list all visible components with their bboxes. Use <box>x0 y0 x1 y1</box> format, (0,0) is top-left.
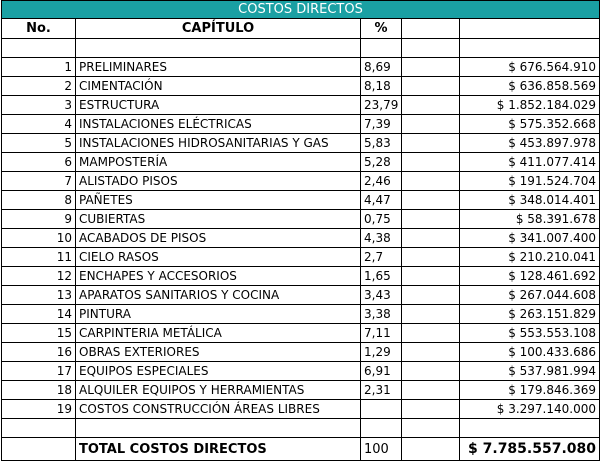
row-value: $ 267.044.608 <box>460 286 600 305</box>
table-row <box>2 96 600 115</box>
table-row <box>2 400 600 419</box>
row-percent: 4,38 <box>361 229 402 248</box>
row-value: $ 100.433.686 <box>460 343 600 362</box>
row-percent: 23,79 <box>361 96 402 115</box>
table-row <box>2 58 600 77</box>
row-empty <box>402 229 460 248</box>
total-empty <box>402 438 460 461</box>
row-percent: 3,38 <box>361 305 402 324</box>
row-number: 4 <box>2 115 76 134</box>
row-value: $ 676.564.910 <box>460 58 600 77</box>
row-number: 15 <box>2 324 76 343</box>
row-number: 9 <box>2 210 76 229</box>
row-chapter: CUBIERTAS <box>76 210 361 229</box>
row-number: 3 <box>2 96 76 115</box>
row-empty <box>402 210 460 229</box>
header-row <box>2 19 600 39</box>
row-number: 6 <box>2 153 76 172</box>
row-number: 13 <box>2 286 76 305</box>
table-row <box>2 381 600 400</box>
row-empty <box>402 248 460 267</box>
row-percent: 8,18 <box>361 77 402 96</box>
row-value: $ 179.846.369 <box>460 381 600 400</box>
row-number: 1 <box>2 58 76 77</box>
row-percent: 6,91 <box>361 362 402 381</box>
row-empty <box>402 324 460 343</box>
row-empty <box>402 172 460 191</box>
header-value <box>460 19 600 39</box>
table-row <box>2 134 600 153</box>
row-percent: 7,11 <box>361 324 402 343</box>
row-value: $ 191.524.704 <box>460 172 600 191</box>
row-number: 16 <box>2 343 76 362</box>
row-number: 17 <box>2 362 76 381</box>
row-empty <box>402 362 460 381</box>
row-chapter: ALISTADO PISOS <box>76 172 361 191</box>
table-row <box>2 115 600 134</box>
title-row <box>2 1 600 19</box>
row-chapter: PAÑETES <box>76 191 361 210</box>
row-chapter: INSTALACIONES ELÉCTRICAS <box>76 115 361 134</box>
row-percent: 8,69 <box>361 58 402 77</box>
row-empty <box>402 343 460 362</box>
blank-row <box>2 39 600 58</box>
table-row <box>2 324 600 343</box>
row-percent: 7,39 <box>361 115 402 134</box>
costs-table <box>1 0 600 461</box>
row-value: $ 575.352.668 <box>460 115 600 134</box>
row-chapter: ENCHAPES Y ACCESORIOS <box>76 267 361 286</box>
row-chapter: APARATOS SANITARIOS Y COCINA <box>76 286 361 305</box>
row-percent <box>361 400 402 419</box>
row-value: $ 553.553.108 <box>460 324 600 343</box>
row-chapter: MAMPOSTERÍA <box>76 153 361 172</box>
row-number: 2 <box>2 77 76 96</box>
row-percent: 5,28 <box>361 153 402 172</box>
row-percent: 1,29 <box>361 343 402 362</box>
row-value: $ 58.391.678 <box>460 210 600 229</box>
total-percent: 100 <box>361 438 402 461</box>
header-chapter: CAPÍTULO <box>76 19 361 39</box>
row-empty <box>402 77 460 96</box>
row-empty <box>402 381 460 400</box>
row-percent: 2,46 <box>361 172 402 191</box>
row-number: 11 <box>2 248 76 267</box>
row-value: $ 1.852.184.029 <box>460 96 600 115</box>
row-chapter: ACABADOS DE PISOS <box>76 229 361 248</box>
table-row <box>2 305 600 324</box>
row-number: 12 <box>2 267 76 286</box>
table-row <box>2 77 600 96</box>
table-row <box>2 191 600 210</box>
row-number: 19 <box>2 400 76 419</box>
row-chapter: CIMENTACIÓN <box>76 77 361 96</box>
row-percent: 0,75 <box>361 210 402 229</box>
total-row <box>2 438 600 461</box>
row-empty <box>402 153 460 172</box>
total-value: $ 7.785.557.080 <box>460 438 600 461</box>
table-row <box>2 286 600 305</box>
table-row <box>2 343 600 362</box>
row-empty <box>402 115 460 134</box>
row-value: $ 341.007.400 <box>460 229 600 248</box>
row-percent: 4,47 <box>361 191 402 210</box>
row-chapter: PRELIMINARES <box>76 58 361 77</box>
table-row <box>2 153 600 172</box>
table-row <box>2 172 600 191</box>
row-chapter: INSTALACIONES HIDROSANITARIAS Y GAS <box>76 134 361 153</box>
row-percent: 5,83 <box>361 134 402 153</box>
row-value: $ 210.210.041 <box>460 248 600 267</box>
row-value: $ 537.981.994 <box>460 362 600 381</box>
row-empty <box>402 96 460 115</box>
row-number: 14 <box>2 305 76 324</box>
total-label: TOTAL COSTOS DIRECTOS <box>76 438 361 461</box>
row-value: $ 128.461.692 <box>460 267 600 286</box>
row-value: $ 3.297.140.000 <box>460 400 600 419</box>
header-empty <box>402 19 460 39</box>
table-row <box>2 362 600 381</box>
row-number: 7 <box>2 172 76 191</box>
row-number: 18 <box>2 381 76 400</box>
row-chapter: CIELO RASOS <box>76 248 361 267</box>
table-row <box>2 229 600 248</box>
row-chapter: OBRAS EXTERIORES <box>76 343 361 362</box>
table-title: COSTOS DIRECTOS <box>2 1 600 19</box>
row-value: $ 348.014.401 <box>460 191 600 210</box>
row-empty <box>402 134 460 153</box>
row-empty <box>402 58 460 77</box>
header-pct: % <box>361 19 402 39</box>
table-row <box>2 210 600 229</box>
row-value: $ 411.077.414 <box>460 153 600 172</box>
row-number: 8 <box>2 191 76 210</box>
total-no-cell <box>2 438 76 461</box>
row-chapter: CARPINTERIA METÁLICA <box>76 324 361 343</box>
row-number: 5 <box>2 134 76 153</box>
row-empty <box>402 267 460 286</box>
blank-row <box>2 419 600 438</box>
row-value: $ 453.897.978 <box>460 134 600 153</box>
row-percent: 1,65 <box>361 267 402 286</box>
row-empty <box>402 305 460 324</box>
row-chapter: EQUIPOS ESPECIALES <box>76 362 361 381</box>
row-value: $ 263.151.829 <box>460 305 600 324</box>
row-empty <box>402 286 460 305</box>
row-empty <box>402 400 460 419</box>
row-chapter: PINTURA <box>76 305 361 324</box>
row-chapter: COSTOS CONSTRUCCIÓN ÁREAS LIBRES <box>76 400 361 419</box>
row-percent: 3,43 <box>361 286 402 305</box>
row-chapter: ESTRUCTURA <box>76 96 361 115</box>
header-no: No. <box>2 19 76 39</box>
row-value: $ 636.858.569 <box>460 77 600 96</box>
table-row <box>2 267 600 286</box>
row-number: 10 <box>2 229 76 248</box>
row-percent: 2,31 <box>361 381 402 400</box>
row-chapter: ALQUILER EQUIPOS Y HERRAMIENTAS <box>76 381 361 400</box>
table-row <box>2 248 600 267</box>
row-percent: 2,7 <box>361 248 402 267</box>
row-empty <box>402 191 460 210</box>
